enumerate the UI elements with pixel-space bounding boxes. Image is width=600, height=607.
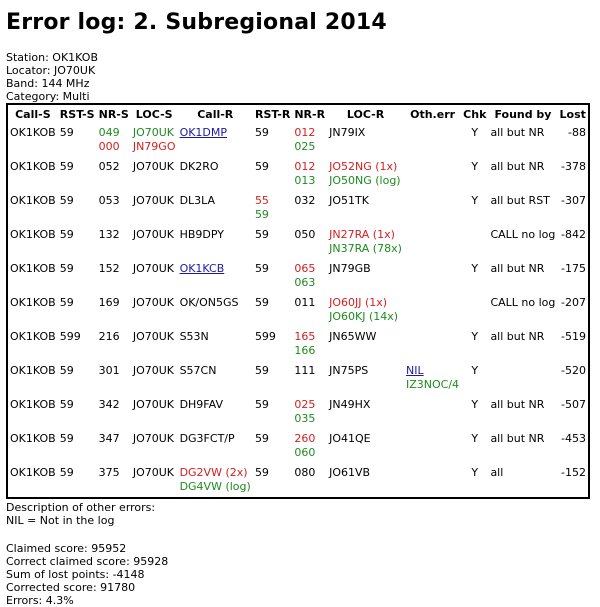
header-nr-s: NR-S (98, 107, 129, 121)
cell-rst-r: 59 (254, 364, 269, 377)
cell-loc-r: JN79GB (329, 262, 371, 275)
cell-found-by: all but RST (490, 194, 550, 207)
cell-lost: -507 (561, 398, 586, 411)
cell-loc-s (131, 123, 178, 157)
cell-loc-s: JO70UK (132, 160, 174, 173)
cell-nr-r (292, 327, 327, 361)
cell-rst-r (253, 191, 292, 225)
cell-loc-r: JN49HX (329, 398, 371, 411)
cell-rst-s: 59 (59, 432, 74, 445)
cell-nr-s: 342 (98, 398, 120, 411)
cell-call-r (178, 123, 253, 157)
cell-found-by: all (490, 466, 504, 479)
cell-lost: -307 (561, 194, 586, 207)
nr-r-error: 012 (294, 160, 316, 173)
cell-chk: Y (471, 330, 479, 343)
call-r-link[interactable]: OK1DMP (179, 126, 228, 139)
loc-r-correct: JN37RA (78x) (329, 242, 402, 255)
description-title: Description of other errors: (6, 501, 156, 514)
cell-loc-s: JO70UK (132, 364, 174, 377)
cell-rst-s: 59 (59, 398, 74, 411)
cell-call-s: OK1KOB (10, 126, 56, 139)
cell-call-r: S53N (179, 330, 209, 343)
oth-err-nil-wrap (406, 364, 459, 378)
header-found-by: Found by (494, 107, 552, 121)
cell-oth-err (404, 225, 461, 259)
cell-lost: -842 (561, 228, 586, 241)
loc-s-error: JN79GO (132, 140, 176, 153)
spacer (6, 527, 594, 540)
table-row (7, 157, 589, 191)
page-title: Error log: 2. Subregional 2014 (6, 10, 387, 35)
cell-rst-r: 59 (254, 228, 269, 241)
cell-rst-r: 59 (254, 296, 269, 309)
cell-oth-err (404, 293, 461, 327)
cell-chk: Y (471, 466, 479, 479)
corrected-score: Corrected score: 91780 (6, 581, 136, 594)
cell-call-s: OK1KOB (10, 296, 56, 309)
errors-percent: Errors: 4.3% (6, 594, 74, 607)
cell-nr-s: 052 (98, 160, 120, 173)
station-info (6, 51, 594, 103)
cell-nr-r: 032 (294, 194, 316, 207)
cell-rst-r: 59 (254, 466, 269, 479)
table-row (7, 293, 589, 327)
table-row (7, 123, 589, 157)
nr-r-error: 025 (294, 398, 316, 411)
cell-oth-err (404, 259, 461, 293)
cell-lost: -378 (561, 160, 586, 173)
cell-loc-s: JO70UK (132, 330, 174, 343)
cell-nr-s: 152 (98, 262, 120, 275)
cell-loc-s: JO70UK (132, 432, 174, 445)
cell-call-r: DH9FAV (179, 398, 223, 411)
cell-nr-r (292, 157, 327, 191)
cell-call-r: S57CN (179, 364, 217, 377)
cell-rst-s: 59 (59, 296, 74, 309)
loc-s-correct: JO70UK (132, 126, 174, 139)
cell-call-r: DK2RO (179, 160, 219, 173)
cell-call-r: DG3FCT/P (179, 432, 235, 445)
cell-call-r: OK/ON5GS (179, 296, 239, 309)
nr-r-error: 165 (294, 330, 316, 343)
header-oth-err: Oth.err (410, 107, 456, 121)
cell-loc-s: JO70UK (132, 194, 174, 207)
cell-loc-r: JO51TK (329, 194, 369, 207)
cell-rst-s: 59 (59, 228, 74, 241)
nr-r-correct: 013 (294, 174, 316, 187)
cell-loc-s: JO70UK (132, 296, 174, 309)
cell-loc-s: JO70UK (132, 466, 174, 479)
cell-call-s: OK1KOB (10, 398, 56, 411)
header-call-s: Call-S (15, 107, 51, 121)
cell-oth-err (404, 123, 461, 157)
score-summary (6, 542, 594, 607)
cell-loc-r (327, 225, 404, 259)
cell-loc-s: JO70UK (132, 262, 174, 275)
header-chk: Chk (463, 107, 487, 121)
cell-loc-r (327, 157, 404, 191)
cell-nr-r (292, 123, 327, 157)
cell-nr-r (292, 429, 327, 463)
loc-r-error: JN27RA (1x) (329, 228, 395, 241)
cell-call-s: OK1KOB (10, 364, 56, 377)
cell-nr-r (292, 395, 327, 429)
loc-r-correct: JO60KJ (14x) (329, 310, 399, 323)
cell-rst-r: 59 (254, 432, 269, 445)
cell-found-by: all but NR (490, 126, 545, 139)
cell-chk: Y (471, 432, 479, 445)
cell-chk: Y (471, 364, 479, 377)
nr-r-correct: 025 (294, 140, 316, 153)
nr-r-correct: 060 (294, 446, 316, 459)
cell-nr-r: 011 (294, 296, 316, 309)
cell-call-r (178, 259, 253, 293)
call-r-correct: DG4VW (log) (179, 480, 251, 493)
cell-rst-r: 59 (254, 126, 269, 139)
header-loc-s: LOC-S (135, 107, 173, 121)
nr-r-correct: 166 (294, 344, 316, 357)
header-lost: Lost (559, 107, 586, 121)
table-row (7, 259, 589, 293)
cell-nr-s: 216 (98, 330, 120, 343)
oth-err-nil-link[interactable]: NIL (406, 364, 424, 377)
rst-r-error: 55 (254, 194, 269, 207)
cell-rst-s: 599 (59, 330, 81, 343)
cell-rst-r: 599 (254, 330, 276, 343)
cell-chk: Y (471, 398, 479, 411)
cell-lost: -519 (561, 330, 586, 343)
cell-call-r (178, 463, 253, 498)
cell-nr-s: 132 (98, 228, 120, 241)
cell-loc-r: JN79IX (329, 126, 366, 139)
header-call-r: Call-R (197, 107, 234, 121)
cell-nr-s (97, 123, 131, 157)
cell-rst-s: 59 (59, 364, 74, 377)
table-row (7, 225, 589, 259)
rst-r-correct: 59 (254, 208, 269, 221)
error-description (6, 501, 594, 527)
oth-err-correct: IZ3NOC/4 (406, 378, 460, 391)
header-rst-r: RST-R (254, 107, 291, 121)
cell-oth-err (404, 191, 461, 225)
cell-nr-s: 301 (98, 364, 120, 377)
cell-call-s: OK1KOB (10, 330, 56, 343)
cell-chk (461, 225, 488, 259)
cell-nr-s: 375 (98, 466, 120, 479)
cell-lost: -520 (561, 364, 586, 377)
nr-r-error: 065 (294, 262, 316, 275)
cell-found-by: all but NR (490, 432, 545, 445)
cell-loc-r (327, 293, 404, 327)
cell-rst-s: 59 (59, 194, 74, 207)
cell-nr-s: 347 (98, 432, 120, 445)
loc-r-error: JO60JJ (1x) (329, 296, 388, 309)
cell-nr-r: 111 (294, 364, 316, 377)
table-row (7, 395, 589, 429)
cell-nr-s: 053 (98, 194, 120, 207)
claimed-score: Claimed score: 95952 (6, 542, 127, 555)
cell-call-s: OK1KOB (10, 228, 56, 241)
cell-call-s: OK1KOB (10, 432, 56, 445)
table-header-row (7, 104, 589, 123)
cell-rst-s: 59 (59, 262, 74, 275)
description-item: NIL = Not in the log (6, 514, 115, 527)
table-row (7, 327, 589, 361)
cell-found-by: all but NR (490, 330, 545, 343)
cell-rst-r: 59 (254, 398, 269, 411)
cell-call-r: DL3LA (179, 194, 216, 207)
locator-line: Locator: JO70UK (6, 64, 96, 77)
error-log-table (6, 103, 590, 499)
cell-nr-r (292, 259, 327, 293)
cell-loc-s: JO70UK (132, 398, 174, 411)
cell-oth-err (404, 463, 461, 498)
header-nr-r: NR-R (294, 107, 326, 121)
cell-chk: Y (471, 126, 479, 139)
cell-nr-r: 050 (294, 228, 316, 241)
cell-chk: Y (471, 194, 479, 207)
cell-found-by (488, 361, 557, 395)
cell-oth-err (404, 361, 461, 395)
correct-claimed-score: Correct claimed score: 95928 (6, 555, 169, 568)
cell-loc-r: JN75PS (329, 364, 369, 377)
station-line: Station: OK1KOB (6, 51, 98, 64)
cell-call-s: OK1KOB (10, 194, 56, 207)
cell-oth-err (404, 429, 461, 463)
cell-found-by: CALL no log (490, 228, 556, 241)
call-r-link[interactable]: OK1KCB (179, 262, 225, 275)
cell-loc-r: JO61VB (329, 466, 371, 479)
nr-r-error: 260 (294, 432, 316, 445)
loc-r-correct: JO50NG (log) (329, 174, 401, 187)
cell-oth-err (404, 157, 461, 191)
nr-s-correct: 049 (98, 126, 120, 139)
cell-found-by: all but NR (490, 262, 545, 275)
cell-rst-s: 59 (59, 466, 74, 479)
band-line: Band: 144 MHz (6, 77, 90, 90)
nr-r-error: 012 (294, 126, 316, 139)
cell-lost: -175 (561, 262, 586, 275)
table-body (7, 123, 589, 498)
cell-nr-s: 169 (98, 296, 120, 309)
cell-loc-r: JN65WW (329, 330, 377, 343)
cell-found-by: CALL no log (490, 296, 556, 309)
cell-rst-s: 59 (59, 160, 74, 173)
cell-call-s: OK1KOB (10, 262, 56, 275)
table-row (7, 361, 589, 395)
cell-chk: Y (471, 160, 479, 173)
cell-lost: -453 (561, 432, 586, 445)
header-loc-r: LOC-R (346, 107, 385, 121)
cell-lost: -207 (561, 296, 586, 309)
nr-s-error: 000 (98, 140, 120, 153)
table-row (7, 463, 589, 498)
category-line: Category: Multi (6, 90, 90, 103)
cell-lost: -152 (561, 466, 586, 479)
cell-oth-err (404, 327, 461, 361)
table-row (7, 191, 589, 225)
cell-oth-err (404, 395, 461, 429)
nr-r-correct: 035 (294, 412, 316, 425)
cell-call-r: HB9DPY (179, 228, 224, 241)
loc-r-error: JO52NG (1x) (329, 160, 398, 173)
table-row (7, 429, 589, 463)
cell-chk: Y (471, 262, 479, 275)
cell-rst-r: 59 (254, 262, 269, 275)
cell-call-s: OK1KOB (10, 160, 56, 173)
cell-nr-r: 080 (294, 466, 316, 479)
header-rst-s: RST-S (59, 107, 95, 121)
sum-lost-points: Sum of lost points: -4148 (6, 568, 145, 581)
cell-loc-s: JO70UK (132, 228, 174, 241)
cell-lost: -88 (568, 126, 586, 139)
cell-found-by: all but NR (490, 160, 545, 173)
cell-found-by: all but NR (490, 398, 545, 411)
cell-loc-r: JO41QE (329, 432, 371, 445)
nr-r-correct: 063 (294, 276, 316, 289)
cell-rst-r: 59 (254, 160, 269, 173)
cell-rst-s: 59 (59, 126, 74, 139)
cell-chk (461, 293, 488, 327)
cell-call-s: OK1KOB (10, 466, 56, 479)
call-r-error: DG2VW (2x) (179, 466, 248, 479)
